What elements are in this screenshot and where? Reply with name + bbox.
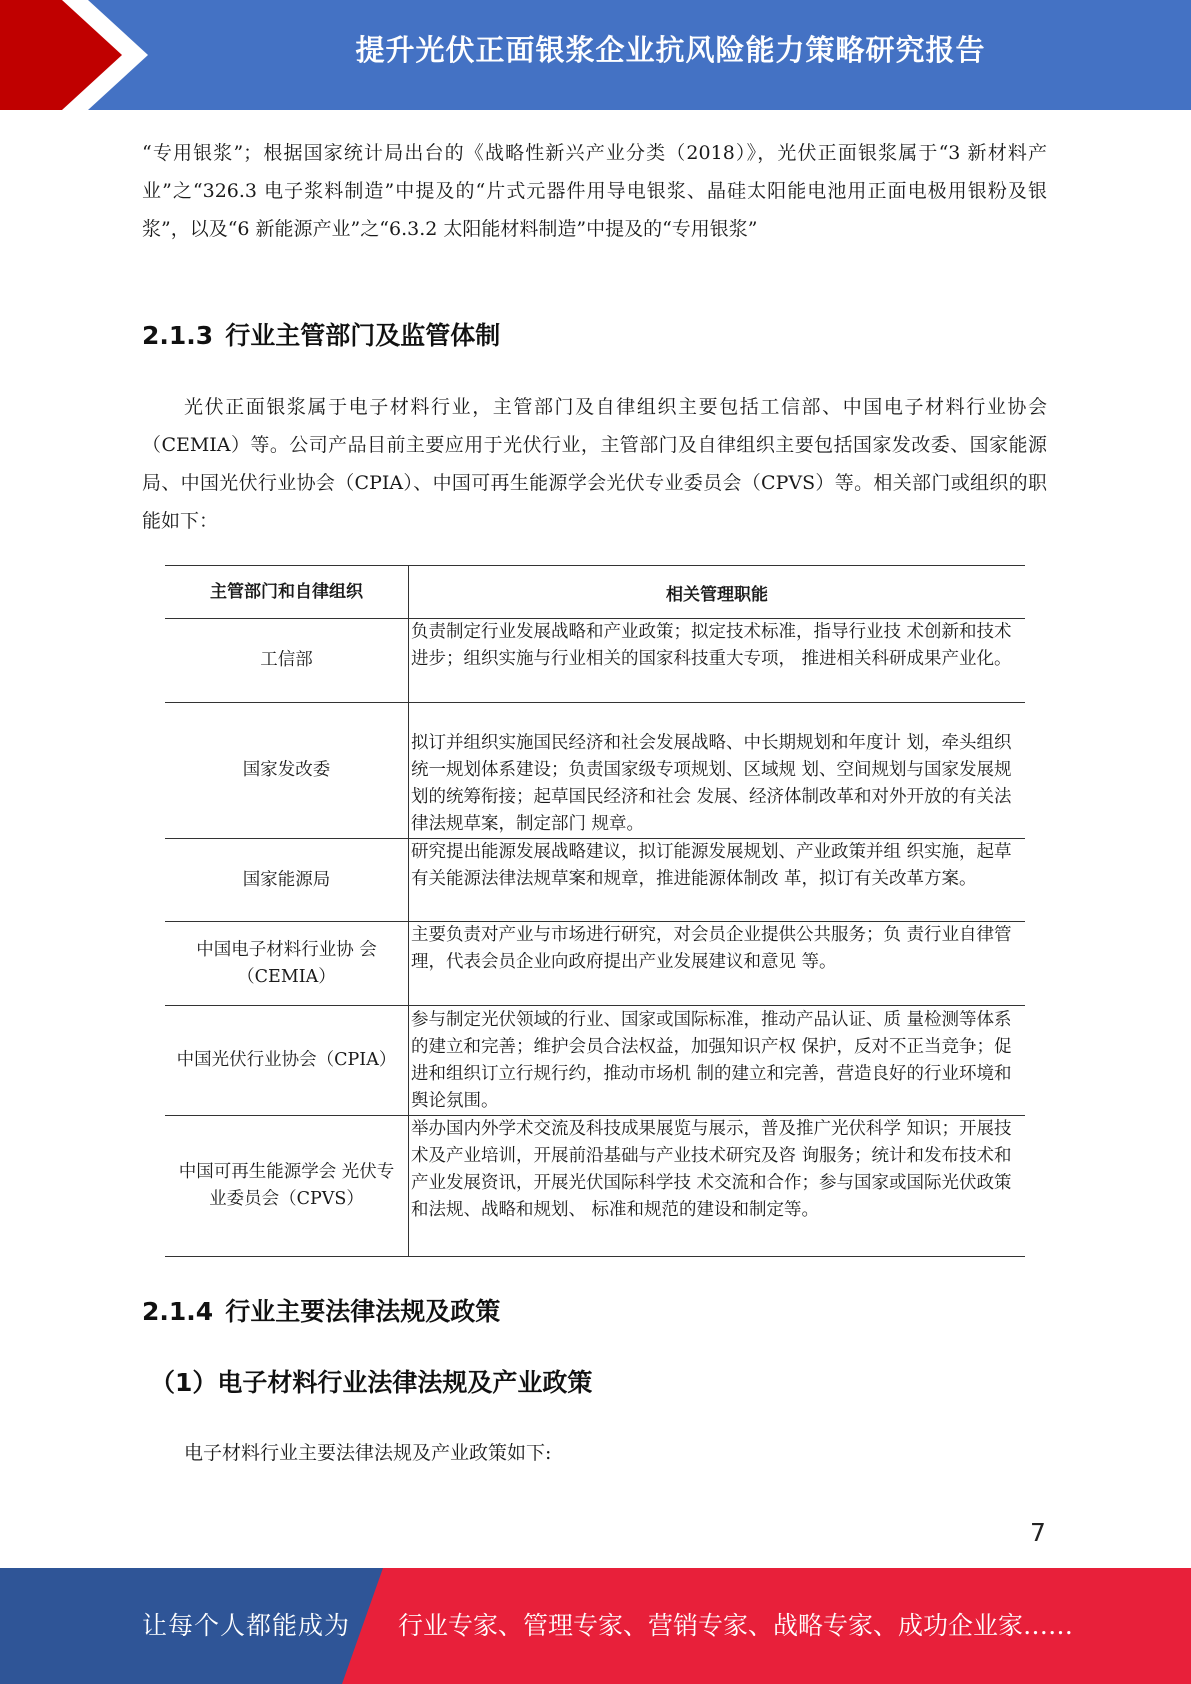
section-heading-2-1-3 xyxy=(142,316,500,352)
intro-paragraph: “专用银浆”；根据国家统计局出台的《战略性新兴产业分类（2018）》，光伏正面银浆属于“3 新材料产业”之“326.3 电子浆料制造”中提及的“片式元器件用导电银浆、晶硅太阳能电池用正面电极用银粉及银浆”，以及“6 新能源产业”之“6.3.2 太阳能材料制造”中提及的“专用银浆” xyxy=(142,142,1047,240)
header-arrow-decoration xyxy=(0,0,160,110)
page-number: 7 xyxy=(1030,1518,1046,1547)
table-row xyxy=(165,703,1025,839)
table-row xyxy=(165,922,1025,1006)
table-row xyxy=(165,1116,1025,1257)
intro-block xyxy=(142,134,1047,248)
table-header-duty: 相关管理职能 xyxy=(409,566,1026,619)
footer-slogan-left: 让每个人都能成为 xyxy=(142,1611,351,1640)
org-cell: 国家发改委 xyxy=(165,703,409,839)
section-title: 行业主管部门及监管体制 xyxy=(225,321,501,350)
duty-cell: 参与制定光伏领域的行业、国家或国际标准，推动产品认证、质 量检测等体系的建立和完善；维护会员合法权益，加强知识产权 保护，反对不正当竞争；促进和组织订立行规行约，推动市场机 制的建立和完善，营造良好的行业环境和舆论氛围。 xyxy=(409,1006,1026,1116)
subsection-paragraph: 电子材料行业主要法律法规及产业政策如下: xyxy=(184,1442,552,1464)
table-row xyxy=(165,839,1025,922)
duty-cell: 举办国内外学术交流及科技成果展览与展示，普及推广光伏科学 知识；开展技术及产业培训，开展前沿基础与产业技术研究及咨 询服务；统计和发布技术和产业发展资讯，开展光伏国际科学技 术交流和合作；参与国家或国际光伏政策和法规、战略和规划、 标准和规范的建设和制定等。 xyxy=(409,1116,1026,1257)
section-number: 2.1.4 xyxy=(142,1297,214,1326)
duty-cell: 拟订并组织实施国民经济和社会发展战略、中长期规划和年度计 划，牵头组织统一规划体系建设；负责国家级专项规划、区域规 划、空间规划与国家发展规划的统筹衔接；起草国民经济和社会 发展、经济体制改革和对外开放的有关法律法规草案，制定部门 规章。 xyxy=(409,703,1026,839)
org-cell: 中国电子材料行业协 会（CEMIA） xyxy=(165,922,409,1006)
page-header xyxy=(0,0,1191,110)
section-number: 2.1.3 xyxy=(142,321,214,350)
section-paragraph: 光伏正面银浆属于电子材料行业，主管部门及自律组织主要包括工信部、中国电子材料行业协会（CEMIA）等。公司产品目前主要应用于光伏行业，主管部门及自律组织主要包括国家发改委、国家能源局、中国光伏行业协会（CPIA）、中国可再生能源学会光伏专业委员会（CPVS）等。相关部门或组织的职能如下： xyxy=(142,396,1047,532)
table-header-row xyxy=(165,566,1025,619)
section-title: 行业主要法律法规及政策 xyxy=(225,1297,501,1326)
footer-slogan-right: 行业专家、管理专家、营销专家、战略专家、成功企业家…… xyxy=(398,1611,1074,1640)
subsection-1-body xyxy=(142,1434,1047,1472)
section-heading-2-1-4 xyxy=(142,1292,500,1328)
org-cell: 工信部 xyxy=(165,619,409,703)
subsection-heading-1: （1）电子材料行业法律法规及产业政策 xyxy=(150,1368,593,1397)
report-title: 提升光伏正面银浆企业抗风险能力策略研究报告 xyxy=(355,33,986,67)
section-2-1-3-body xyxy=(142,388,1047,540)
table-row xyxy=(165,1006,1025,1116)
duty-cell: 主要负责对产业与市场进行研究，对会员企业提供公共服务；负 责行业自律管理，代表会员企业向政府提出产业发展建议和意见 等。 xyxy=(409,922,1026,1006)
table-row xyxy=(165,619,1025,703)
regulator-table xyxy=(165,565,1025,1257)
org-cell: 中国可再生能源学会 光伏专业委员会（CPVS） xyxy=(165,1116,409,1257)
duty-cell: 研究提出能源发展战略建议，拟订能源发展规划、产业政策并组 织实施，起草有关能源法律法规草案和规章，推进能源体制改 革，拟订有关改革方案。 xyxy=(409,839,1026,922)
org-cell: 中国光伏行业协会（CPIA） xyxy=(165,1006,409,1116)
duty-cell: 负责制定行业发展战略和产业政策；拟定技术标准，指导行业技 术创新和技术进步；组织实施与行业相关的国家科技重大专项， 推进相关科研成果产业化。 xyxy=(409,619,1026,703)
table-header-org: 主管部门和自律组织 xyxy=(165,566,409,619)
page-footer xyxy=(0,1568,1191,1684)
org-cell: 国家能源局 xyxy=(165,839,409,922)
